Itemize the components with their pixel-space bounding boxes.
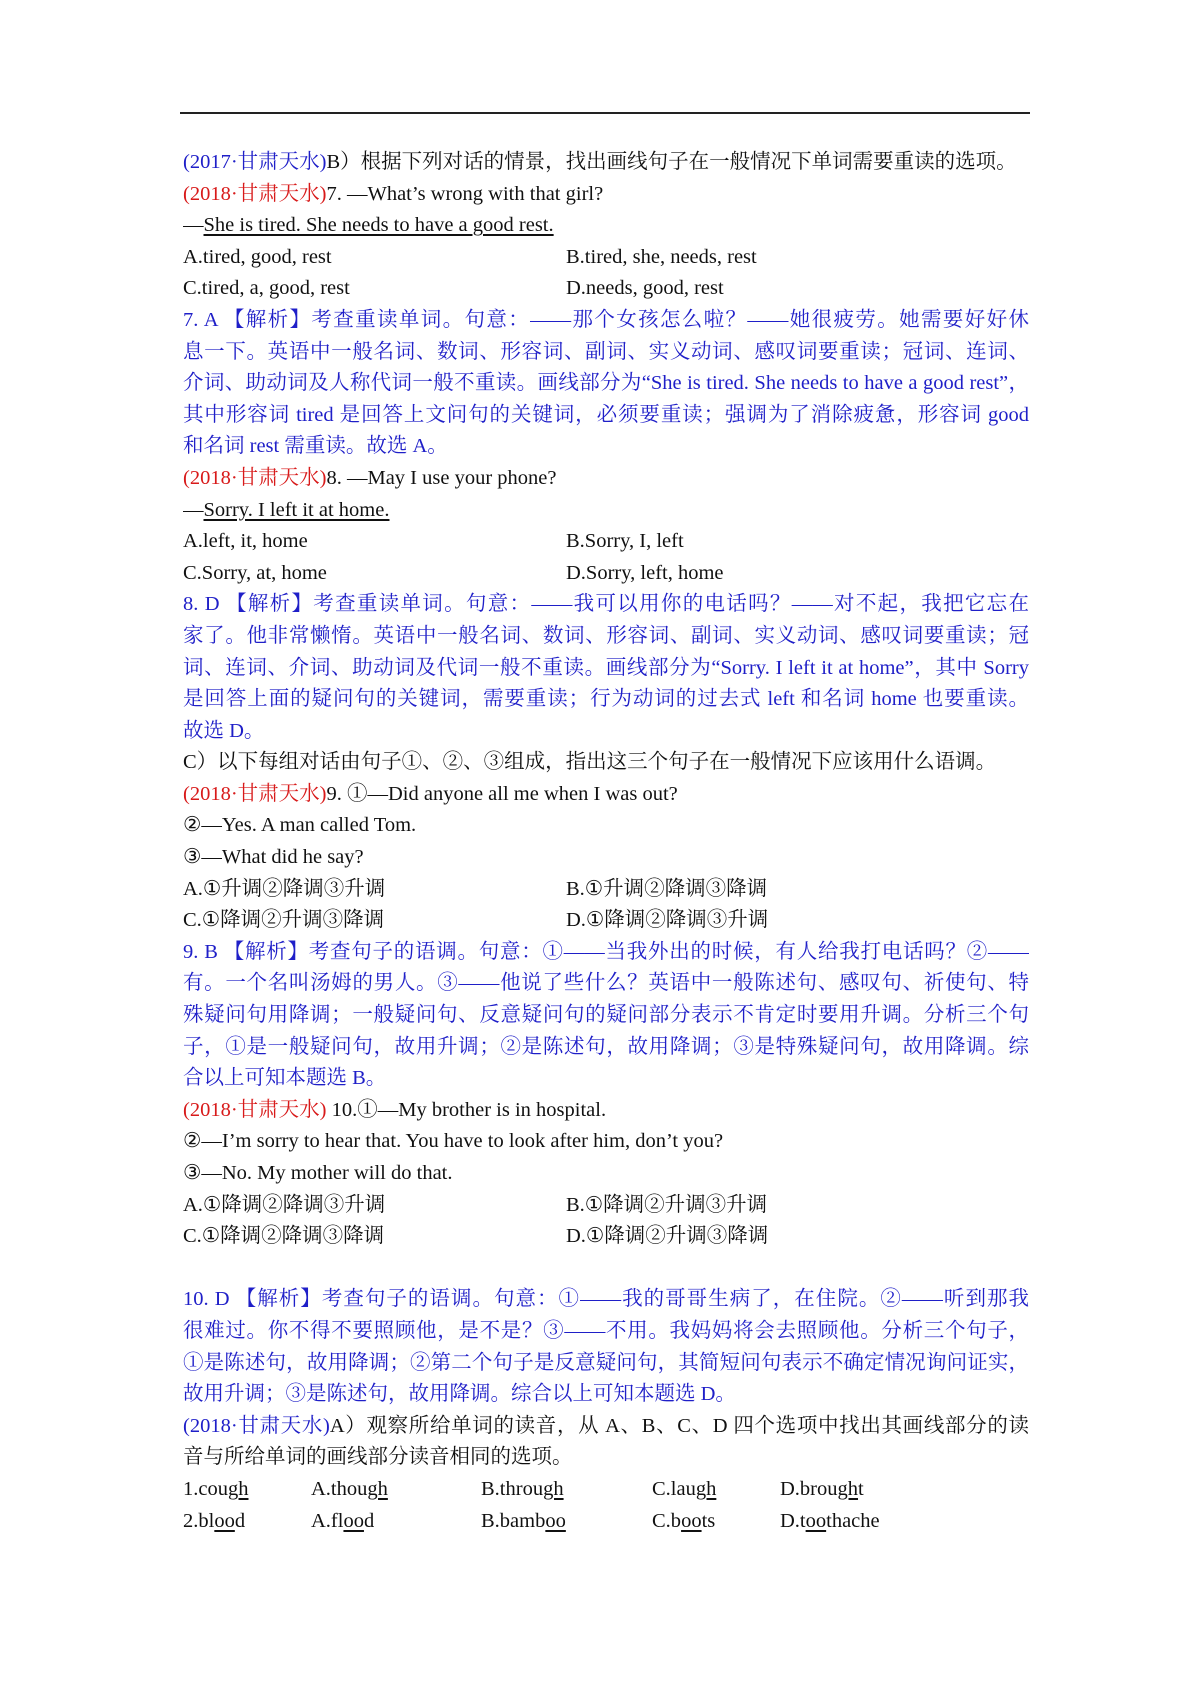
option-a: A.①升调②降调③升调 [183,877,386,900]
analysis-line: 10. D 【解析】考查句子的语调。句意：①——我的哥哥生病了，在住院。②——听到那我 [183,1288,1029,1311]
q8-analysis [183,589,1029,747]
analysis-line: ①是陈述句，故用降调；②第二个句子是反意疑问句，其简短问句表示不确定情况询问证实， [183,1351,1029,1374]
section-a-heading-cont: 音与所给单词的画线部分读音相同的选项。 [183,1446,573,1469]
option-c: C.①降调②降调③降调 [183,1225,385,1248]
q10-line-3: ③—No. My mother will do that. [183,1162,453,1184]
q9-analysis [183,937,1029,1095]
analysis-line: 故选 D。 [183,719,265,742]
q7-stem: (2018·甘肃天水)7. —What’s wrong with that girl? [183,182,604,205]
phonetic-option-b: B.bamboo [481,1509,566,1532]
option-d: D.needs, good, rest [566,277,724,300]
analysis-line: 9. B 【解析】考查句子的语调。句意：①——当我外出的时候，有人给我打电话吗？②—— [183,940,1029,963]
option-b: B.①降调②升调③升调 [566,1193,768,1216]
option-c: C.①降调②升调③降调 [183,909,385,932]
analysis-line: 7. A 【解析】考查重读单词。句意：——那个女孩怎么啦？——她很疲劳。她需要好好休 [183,308,1029,331]
analysis-line: 其中形容词 tired 是回答上文问句的关键词，必须要重读；强调为了消除疲惫，形容词 good [183,403,1029,426]
analysis-line: 合以上可知本题选 B。 [183,1067,387,1090]
option-d: D.①降调②升调③降调 [566,1225,769,1248]
q9-line-3: ③—What did he say? [183,846,364,869]
analysis-line: 有。一个名叫汤姆的男人。③——他说了些什么？英语中一般陈述句、感叹句、祈使句、特 [183,972,1029,995]
q10-line-2: ②—I’m sorry to hear that. You have to look after him, don’t you? [183,1130,724,1153]
analysis-line: 殊疑问句用降调；一般疑问句、反意疑问句的疑问部分表示不肯定时要用升调。分析三个句 [183,1004,1029,1027]
section-c-heading: C）以下每组对话由句子①、②、③组成，指出这三个句子在一般情况下应该用什么语调。 [183,751,997,774]
option-b: B.Sorry, I, left [566,530,684,553]
option-a: A.tired, good, rest [183,245,332,268]
q7-options-row-1 [183,242,1029,274]
q8-stem: (2018·甘肃天水)8. —May I use your phone? [183,466,557,489]
top-rule [180,112,1030,114]
phonetic-row [183,1474,1029,1506]
q7-options-row-2 [183,273,1029,305]
q8-options-row-1 [183,526,1029,558]
q9-line-2: ②—Yes. A man called Tom. [183,814,417,837]
phonetic-option-b: B.through [481,1477,564,1500]
option-d: D.Sorry, left, home [566,561,724,584]
q10-options-row-2 [183,1221,1029,1253]
option-d: D.①降调②降调③升调 [566,909,769,932]
blank-line [183,1253,1029,1285]
phonetic-option-a: A.flood [311,1509,375,1532]
phonetic-question: 2.blood [183,1509,246,1532]
q10-options-row-1 [183,1190,1029,1222]
q9-options-row-2 [183,905,1029,937]
analysis-line: 子，①是一般疑问句，故用升调；②是陈述句，故用降调；③是特殊疑问句，故用降调。综 [183,1035,1029,1058]
analysis-line: 词、连词、介词、助动词及代词一般不重读。画线部分为“Sorry. I left it at home”，其中 Sorry [183,656,1029,679]
phonetic-question: 1.cough [183,1477,249,1500]
analysis-line: 很难过。你不得不要照顾他，是不是？③——不用。我妈妈将会去照顾他。分析三个句子， [183,1319,1029,1342]
phonetic-row [183,1506,1029,1538]
q10-analysis [183,1284,1029,1410]
option-b: B.tired, she, needs, rest [566,245,757,268]
phonetic-option-d: D.brought [780,1477,864,1500]
phonetic-option-a: A.though [311,1477,388,1500]
q7-reply: —She is tired. She needs to have a good rest. [183,214,554,237]
q8-reply: —Sorry. I left it at home. [183,498,390,521]
analysis-line: 是回答上面的疑问句的关键词，需要重读；行为动词的过去式 left 和名词 home 也要重读。 [183,688,1029,711]
option-c: C.tired, a, good, rest [183,277,350,300]
q9-line-1: (2018·甘肃天水)9. ①—Did anyone all me when I was out? [183,782,678,805]
section-b-heading: (2017·甘肃天水)B）根据下列对话的情景，找出画线句子在一般情况下单词需要重读的选项。 [183,151,1017,173]
analysis-line: 息一下。英语中一般名词、数词、形容词、副词、实义动词、感叹词要重读；冠词、连词、 [183,340,1029,363]
document-body [183,147,1029,1537]
q9-options-row-1 [183,874,1029,906]
option-a: A.①降调②降调③升调 [183,1193,386,1216]
option-a: A.left, it, home [183,530,308,553]
analysis-line: 介词、助动词及人称代词一般不重读。画线部分为“She is tired. She needs to have a good rest”， [183,372,1029,395]
phonetic-option-d: D.toothache [780,1509,880,1532]
q8-options-row-2 [183,558,1029,590]
option-b: B.①升调②降调③降调 [566,877,768,900]
q10-line-1: (2018·甘肃天水) 10.①—My brother is in hospital. [183,1098,607,1121]
analysis-line: 和名词 rest 需重读。故选 A。 [183,435,448,458]
q7-analysis [183,305,1029,463]
option-c: C.Sorry, at, home [183,561,327,584]
section-a-heading: (2018·甘肃天水)A）观察所给单词的读音，从 A、B、C、D 四个选项中找出其画线部分的读 [183,1414,1029,1437]
analysis-line: 8. D 【解析】考查重读单词。句意：——我可以用你的电话吗？——对不起，我把它忘在 [183,593,1029,616]
phonetic-option-c: C.laugh [652,1477,717,1500]
analysis-line: 家了。他非常懒惰。英语中一般名词、数词、形容词、副词、实义动词、感叹词要重读；冠 [183,624,1029,647]
phonetic-option-c: C.boots [652,1509,716,1532]
analysis-line: 故用升调；③是陈述句，故用降调。综合以上可知本题选 D。 [183,1383,736,1406]
